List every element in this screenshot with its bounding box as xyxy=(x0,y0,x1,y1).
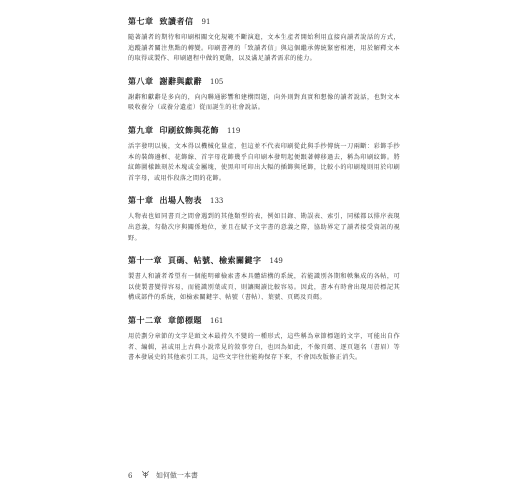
chapter-number: 第九章 xyxy=(128,125,154,135)
chapter-heading xyxy=(128,315,400,327)
chapter-entry xyxy=(128,315,400,364)
chapter-page-number: 133 xyxy=(210,197,224,206)
chapter-page-number: 161 xyxy=(210,316,224,325)
chapter-title: 謝辭與獻辭 xyxy=(159,76,202,86)
chapter-page-number: 119 xyxy=(227,126,241,135)
chapter-number: 第十一章 xyxy=(128,256,162,266)
folio-number: 6 xyxy=(128,471,133,480)
chapter-entry xyxy=(128,76,400,114)
chapter-summary: 製書人和讀者希望有一個能明確檢索書本具體結構的系統，若能識別各期和帙集成的各帖，可以使製書變得容易，而能識別葉或頁，則讓閱讀比較容易。因此，書本有時會出現用於標記其構成部件的系統，如檢索關鍵字、帖號（書帖）、葉號、頁碼及頁碼。 xyxy=(128,273,400,302)
chapter-heading xyxy=(128,16,400,28)
chapter-entry xyxy=(128,255,400,304)
chapter-number: 第十二章 xyxy=(128,315,162,325)
chapter-heading xyxy=(128,76,400,88)
chapter-entry xyxy=(128,125,400,184)
chapter-title: 章節標題 xyxy=(168,315,202,325)
chapter-entry xyxy=(128,16,400,65)
chapter-page-number: 91 xyxy=(201,18,211,26)
chapter-title: 致讀者信 xyxy=(159,17,194,26)
chapter-heading xyxy=(128,125,400,137)
chapter-title: 出場人物表 xyxy=(159,196,202,206)
chapter-summary: 活字發明以後，文本得以機械化量產，但這並不代表印刷從此與手抄傳統一刀兩斷：彩飾手抄本的裝飾邊框、花飾線、首字母花飾幾乎自印刷本發明起便跟著轉移過去，稱為印刷紋飾。將紋飾圖樣蝕刻於木塊或金屬塊，使黑印可印出大幅的插飾與尾飾，比較小的印刷塊則用於印刷首字母，或用作段落之間的花飾。 xyxy=(128,142,400,182)
running-book-title: 如何做一本書 xyxy=(155,471,198,480)
chapter-summary: 隨著讀者的期待和印刷相關文化規範不斷演進，文本生產者開始利用直接向讀者說話的方式，追蹤讀者關注焦點的轉變。印刷書裡的「致讀者信」與這個繼承傳統緊密相連，用於解釋文本的取得或製作、印刷過程中做的更動，以及滿足讀者需求的能力。 xyxy=(128,34,400,63)
chapter-title: 印刷紋飾與花飾 xyxy=(159,125,219,135)
chapter-heading xyxy=(128,195,400,207)
chapter-number: 第七章 xyxy=(128,17,154,26)
chapter-entry xyxy=(128,195,400,244)
page-footer xyxy=(128,470,198,481)
bookmark-sprig-icon xyxy=(141,470,150,481)
chapter-heading xyxy=(128,255,400,267)
chapter-page-number: 149 xyxy=(269,257,283,266)
chapter-list xyxy=(128,16,400,375)
chapter-title: 頁碼、帖號、檢索關鍵字 xyxy=(168,256,262,266)
chapter-number: 第八章 xyxy=(128,76,154,86)
chapter-summary: 人物表也如同書頁之間會遇到的其他類型的表，例如目錄、勘誤表、索引，同樣都以排序表現出意義，勾勒次序與關係地位，並且在賦予文字書的意義之際，協助界定了讀者接受資訊的視野。 xyxy=(128,213,400,242)
chapter-page-number: 105 xyxy=(210,77,224,86)
chapter-summary: 用於劃分章節的文字是頭文本最持久不變的一種形式，這些稱為章節標題的文字，可能出自作者、編輯，甚或用上古典小說常見的敘事旁白，也因為如此，不像頁碼、逐頁題名（書眉）等書本發展史的其他索引工具，這些文字往往能夠保存下來，不會因改版修正消失。 xyxy=(128,332,400,362)
chapter-number: 第十章 xyxy=(128,196,154,206)
chapter-summary: 謝辭和獻辭是多向的，向內聯通影響和建構問題，向外則對真實和想像的讀者說話，也對文本吸收養分（或養分遺產）從而誕生的社會說話。 xyxy=(128,93,400,112)
